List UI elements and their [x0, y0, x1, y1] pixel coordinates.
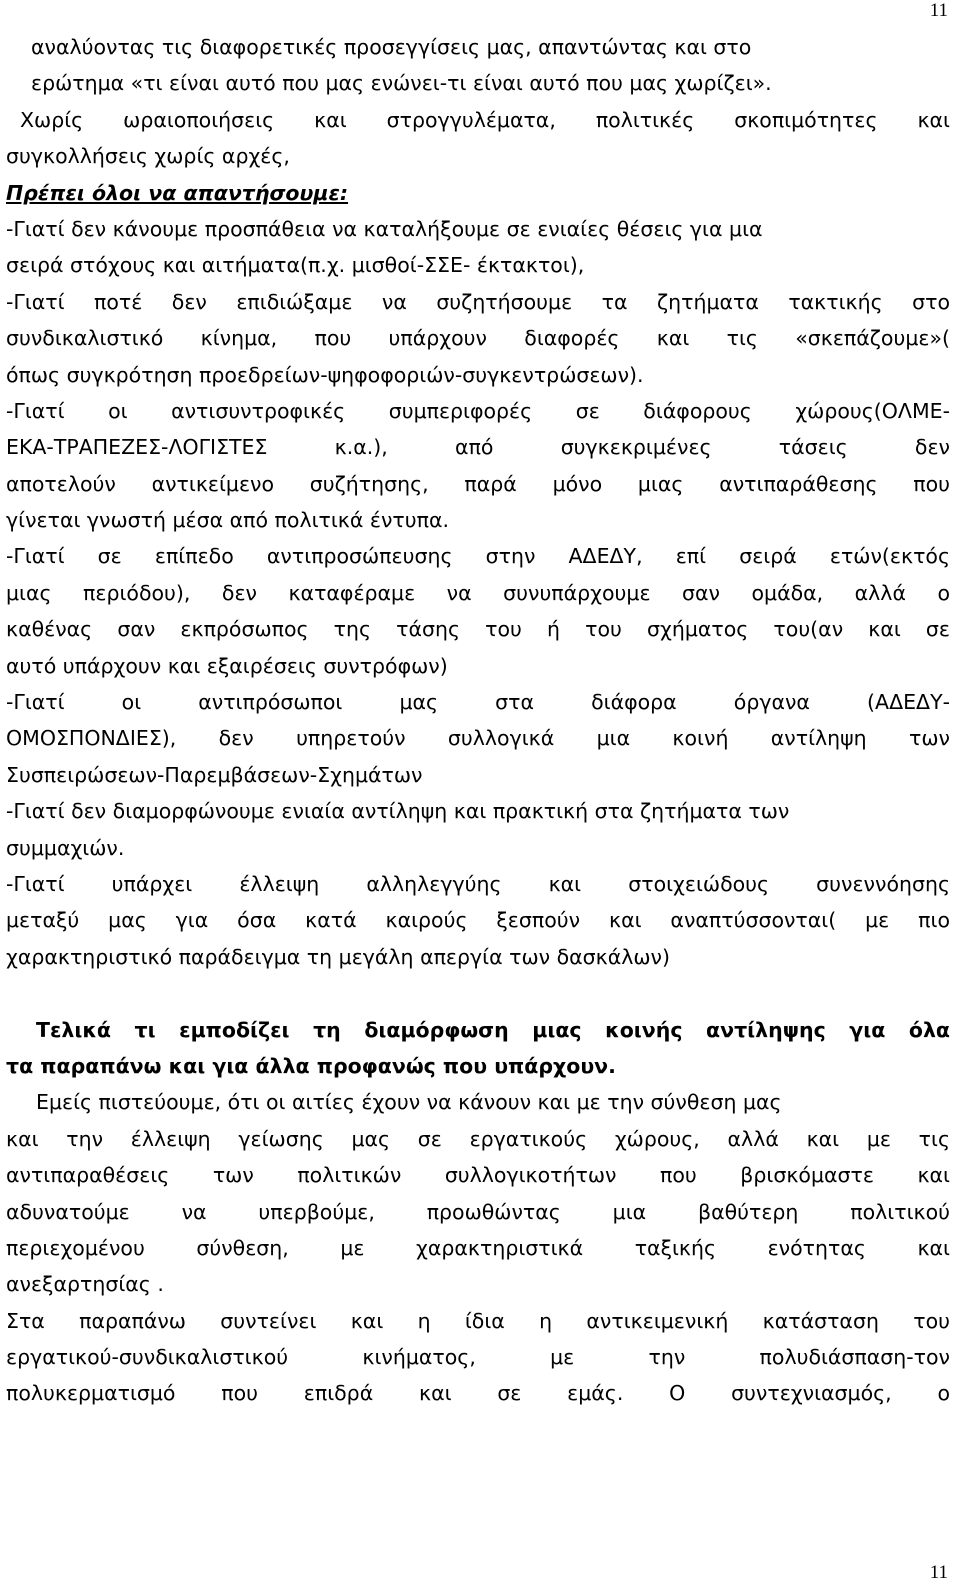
text-line: γίνεται γνωστή μέσα από πολιτικά έντυπα. [6, 508, 450, 533]
text-line: χαρακτηριστικό παράδειγμα τη μεγάλη απεργία των δασκάλων) [6, 944, 670, 969]
text-line: αναλύοντας τις διαφορετικές προσεγγίσεις μας, απαντώντας και στο [31, 35, 752, 59]
text-line: Χωρίς ωραιοποιήσεις και στρογγυλέματα, πολιτικές σκοπιμότητες και [20, 107, 950, 132]
text-line: -Γιατί ποτέ δεν επιδιώξαμε να συζητήσουμε τα ζητήματα τακτικής στο [6, 289, 950, 314]
bold-statement: τα παραπάνω και για άλλα προφανώς που υπάρχουν. [6, 1053, 616, 1078]
text-line: -Γιατί οι αντιπρόσωποι μας στα διάφορα όργανα (ΑΔΕΔΥ- [6, 690, 950, 715]
text-line: αυτό υπάρχουν και εξαιρέσεις συντρόφων) [6, 653, 448, 678]
text-line: περιεχομένου σύνθεση, με χαρακτηριστικά ταξικής ενότητας και [6, 1235, 950, 1260]
text-line: ΕΚΑ-ΤΡΑΠΕΖΕΣ-ΛΟΓΙΣΤΕΣ κ.α.), από συγκεκριμένες τάσεις δεν [6, 435, 950, 460]
text-line: και την έλλειψη γείωσης μας σε εργατικούς χώρους, αλλά και με τις [6, 1126, 950, 1151]
text-line: Συσπειρώσεων-Παρεμβάσεων-Σχημάτων [6, 762, 423, 787]
text-line: αδυνατούμε να υπερβούμε, προωθώντας μια βαθύτερη πολιτικού [6, 1199, 950, 1224]
text-line: μιας περιόδου), δεν καταφέραμε να συνυπάρχουμε σαν ομάδα, αλλά ο [6, 580, 950, 605]
text-line: ερώτημα «τι είναι αυτό που μας ενώνει-τι είναι αυτό που μας χωρίζει». [31, 71, 772, 96]
text-line: αντιπαραθέσεις των πολιτικών συλλογικοτήτων που βρισκόμαστε και [6, 1163, 950, 1188]
text-line: σειρά στόχους και αιτήματα(π.χ. μισθοί-ΣΣΕ- έκτακτοι), [6, 253, 585, 278]
text-line: Στα παραπάνω συντείνει και η ίδια η αντικειμενική κατάσταση του [6, 1308, 950, 1333]
text-line: εργατικού-συνδικαλιστικού κινήματος, με την πολυδιάσπαση-τον [6, 1345, 950, 1370]
text-line: -Γιατί δεν κάνουμε προσπάθεια να καταλήξουμε σε ενιαίες θέσεις για μια [6, 216, 763, 241]
page-number-top: 11 [929, 0, 948, 21]
text-line: συμμαχιών. [6, 835, 125, 860]
text-line: -Γιατί υπάρχει έλλειψη αλληλεγγύης και στοιχειώδους συνεννόησης [6, 871, 950, 896]
text-line: μεταξύ μας για όσα κατά καιρούς ξεσπούν και αναπτύσσονται( με πιο [6, 908, 950, 933]
text-line: αποτελούν αντικείμενο συζήτησης, παρά μόνο μιας αντιπαράθεσης που [6, 471, 950, 496]
page-number-bottom: 11 [929, 1562, 948, 1583]
document-body [6, 29, 950, 1412]
text-line: -Γιατί σε επίπεδο αντιπροσώπευσης στην ΑΔΕΔΥ, επί σειρά ετών(εκτός [6, 544, 950, 569]
blank-line [6, 975, 950, 1011]
text-line: -Γιατί οι αντισυντροφικές συμπεριφορές σε διάφορους χώρους(ΟΛΜΕ- [6, 398, 950, 423]
text-line: καθένας σαν εκπρόσωπος της τάσης του ή του σχήματος του(αν και σε [6, 617, 950, 642]
text-line: συγκολλήσεις χωρίς αρχές, [6, 144, 290, 169]
text-line: ΟΜΟΣΠΟΝΔΙΕΣ), δεν υπηρετούν συλλογικά μια κοινή αντίληψη των [6, 726, 950, 751]
section-heading: Πρέπει όλοι να απαντήσουμε: [6, 180, 349, 205]
text-line: -Γιατί δεν διαμορφώνουμε ενιαία αντίληψη και πρακτική στα ζητήματα των [6, 799, 790, 824]
text-line: ανεξαρτησίας . [6, 1272, 164, 1297]
text-line: συνδικαλιστικό κίνημα, που υπάρχουν διαφορές και τις «σκεπάζουμε»( [6, 326, 950, 351]
text-line: όπως συγκρότηση προεδρείων-ψηφοφοριών-συγκεντρώσεων). [6, 362, 644, 387]
text-line: Εμείς πιστεύουμε, ότι οι αιτίες έχουν να κάνουν και με την σύνθεση μας [36, 1090, 782, 1115]
bold-statement: Τελικά τι εμποδίζει τη διαμόρφωση μιας κοινής αντίληψης για όλα [36, 1017, 950, 1042]
text-line: πολυκερματισμό που επιδρά και σε εμάς. Ο συντεχνιασμός, ο [6, 1381, 950, 1406]
